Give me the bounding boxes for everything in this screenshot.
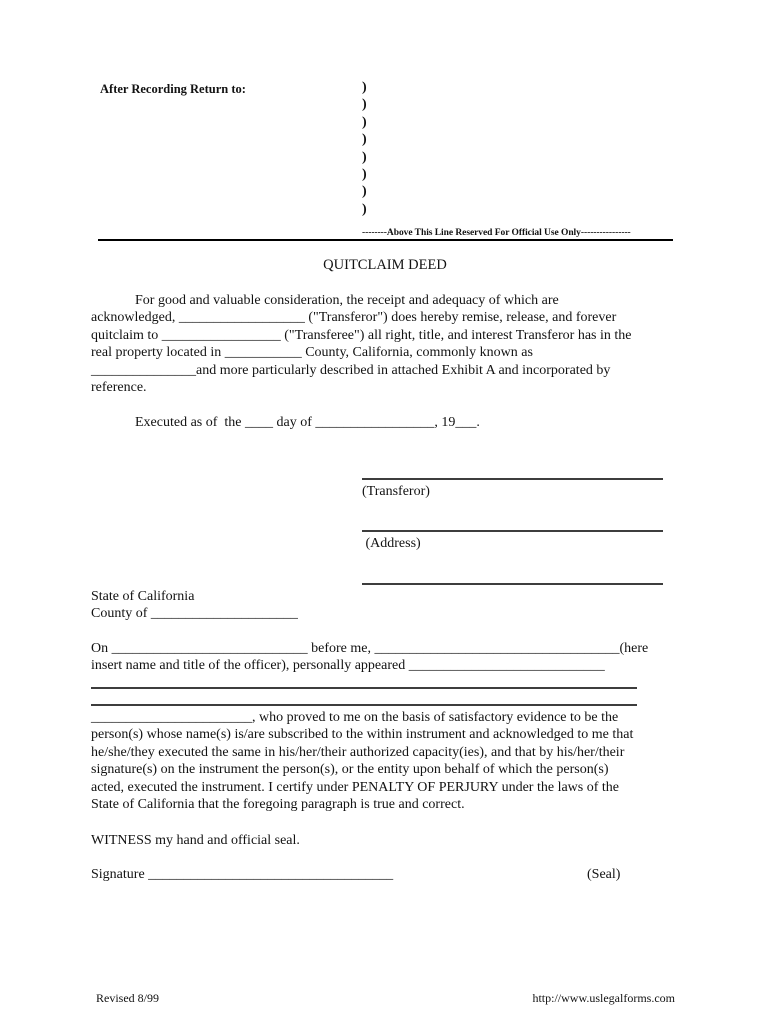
notary-opening-block — [91, 640, 648, 675]
paragraph-line: real property located in ___________ County, California, commonly known as — [91, 345, 533, 361]
paren-mark: ) — [362, 97, 367, 113]
header-divider-rule — [98, 239, 673, 241]
paragraph-line: _______________and more particularly described in attached Exhibit A and incorporated by — [91, 362, 611, 378]
venue-block — [91, 588, 298, 623]
witness-statement: WITNESS my hand and official seal. — [91, 833, 300, 848]
paragraph-line: _______________________, who proved to me on the basis of satisfactory evidence to be the — [91, 710, 619, 725]
granting-paragraph — [91, 292, 691, 396]
paragraph-line: person(s) whose name(s) is/are subscribed to the within instrument and acknowledged to me that — [91, 727, 634, 743]
state-of-california-line: State of California — [91, 589, 195, 604]
paren-mark: ) — [362, 184, 367, 200]
paragraph-line: signature(s) on the instrument the person(s), or the entity upon behalf of which the person(s) — [91, 762, 609, 778]
paren-mark: ) — [362, 132, 367, 148]
address-label: (Address) — [362, 536, 421, 551]
executed-date-line: Executed as of the ____ day of _________________, 19___. — [135, 415, 480, 430]
revision-date: Revised 8/99 — [96, 991, 159, 1005]
county-of-line: County of _____________________ — [91, 606, 298, 622]
notary-acknowledgment-paragraph — [91, 709, 696, 813]
on-date-before-me-line: On ____________________________ before me, ___________________________________(here — [91, 641, 649, 656]
paragraph-line: For good and valuable consideration, the receipt and adequacy of which are — [135, 293, 559, 308]
paren-mark: ) — [362, 149, 367, 165]
reserved-for-official-use-notice: --------Above This Line Reserved For Official Use Only---------------- — [362, 228, 631, 238]
paren-mark: ) — [362, 201, 367, 217]
address-line — [362, 530, 663, 532]
paragraph-line: acted, executed the instrument. I certify under PENALTY OF PERJURY under the laws of the — [91, 779, 619, 795]
transferor-label: (Transferor) — [362, 484, 430, 499]
after-recording-return-to-label: After Recording Return to: — [100, 82, 246, 96]
appearer-names-blank-line — [91, 687, 637, 689]
paren-mark: ) — [362, 114, 367, 130]
paragraph-line: acknowledged, __________________ ("Transferor") does hereby remise, release, and forever — [91, 310, 617, 326]
page-title: QUITCLAIM DEED — [323, 257, 447, 273]
paren-mark: ) — [362, 80, 367, 95]
paren-mark: ) — [362, 167, 367, 183]
notary-signature-line: Signature ___________________________________ — [91, 867, 394, 882]
recorder-paren-column — [362, 79, 367, 218]
paragraph-line: State of California that the foregoing paragraph is true and correct. — [91, 797, 465, 813]
extra-address-line — [362, 583, 663, 585]
uslegalforms-url: http://www.uslegalforms.com — [532, 991, 675, 1005]
seal-label: (Seal) — [587, 867, 621, 882]
transferor-signature-line — [362, 478, 663, 480]
paragraph-line: quitclaim to _________________ ("Transferee") all right, title, and interest Transferor has in the — [91, 327, 632, 343]
paragraph-line: he/she/they executed the same in his/her/their authorized capacity(ies), and that by his/her/their — [91, 744, 625, 760]
paragraph-line: reference. — [91, 380, 147, 396]
officer-name-title-line: insert name and title of the officer), personally appeared ____________________________ — [91, 658, 605, 674]
appearer-names-blank-line — [91, 704, 637, 706]
